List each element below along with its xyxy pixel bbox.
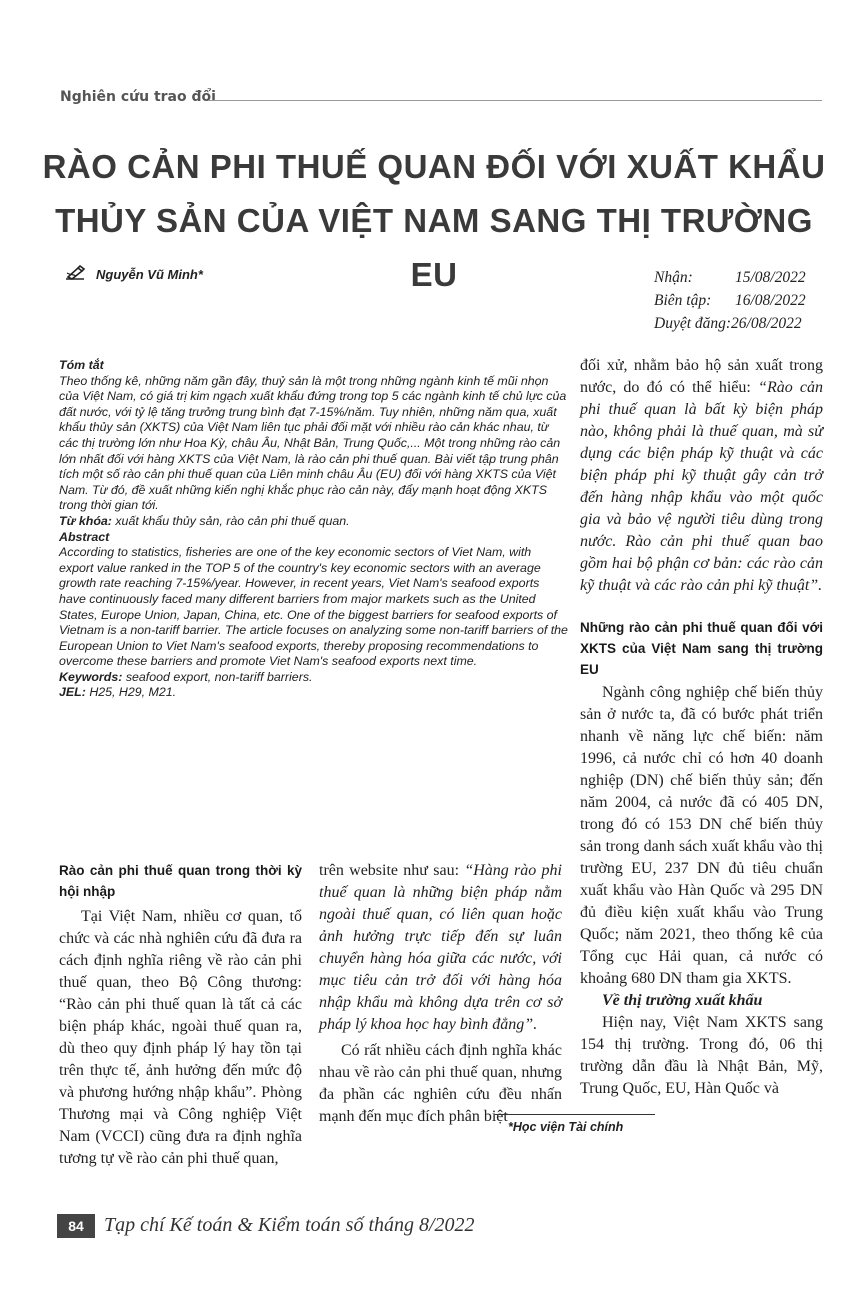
section-heading-eu-barriers: Những rào cản phi thuế quan đối với XKTS của Việt Nam sang thị trường EU [580, 620, 823, 677]
col3-lead: đối xử, nhằm bảo hộ sản xuất trong nước, do đó có thể hiểu: [580, 357, 823, 396]
article-dates [654, 266, 806, 335]
approved-label: Duyệt đăng: [654, 315, 732, 332]
approved-date: 26/08/2022 [731, 315, 802, 332]
col3-paragraph-2: Hiện nay, Việt Nam XKTS sang 154 thị trường. Trong đó, 06 thị trường dẫn đầu là Nhật Bản, Mỹ, Trung Quốc, EU, Hàn Quốc và [580, 1014, 823, 1097]
column-1 [59, 860, 302, 1170]
pen-writing-icon [64, 265, 92, 284]
page-number: 84 [57, 1214, 95, 1238]
col2-paragraph: Có rất nhiều cách định nghĩa khác nhau về rào cản phi thuế quan, nhưng đa phần các nghiên cứu đều nhấn mạnh đến mục đích phân biệt [319, 1042, 562, 1125]
abstract-en-heading: Abstract [59, 529, 110, 544]
received-date: 15/08/2022 [735, 269, 806, 286]
col2-lead: trên website như sau: [319, 862, 460, 879]
author-byline [64, 265, 203, 284]
col1-paragraph: Tại Việt Nam, nhiều cơ quan, tổ chức và các nhà nghiên cứu đã đưa ra cách định nghĩa riêng về rào cản phi thuế quan, theo Bộ Công thương: “Rào cản phi thuế quan là tất cả các biện pháp khác, ngoài thuế quan ra, dù theo quy định pháp lý hay tồn tại trên thực tế, ảnh hưởng đến mức độ và phương hướng nhập khẩu”. Phòng Thương mại và Công nghiệp Việt Nam (VCCI) cũng đưa ra định nghĩa tương tự về rào cản phi thuế quan, [59, 908, 302, 1167]
keywords-vi-label: Từ khóa: [59, 513, 112, 528]
keywords-vi: xuất khẩu thủy sản, rào cản phi thuế quan. [115, 513, 350, 528]
received-label: Nhận: [654, 269, 693, 286]
definition-quote: “Rào cản phi thuế quan là bất kỳ biện pháp nào, không phải là thuế quan, mà sử dụng các biện pháp kỹ thuật và các biện pháp phi kỹ thuật gây cản trở đến hàng nhập khẩu vào một quốc gia và bảo vệ người tiêu dùng trong nước. Rào cản phi thuế quan bao gồm hai bộ phận cơ bản: các rào cản kỹ thuật và các rào cản phi kỹ thuật”. [580, 379, 824, 594]
abstract-vi-heading: Tóm tắt [59, 358, 104, 372]
jel-codes: H25, H29, M21. [89, 685, 177, 700]
jel-label: JEL: [59, 685, 86, 700]
column-3 [580, 355, 823, 1100]
title-line-2: THỦY SẢN CỦA VIỆT NAM SANG THỊ TRƯỜNG EU [55, 202, 813, 293]
keywords-en-label: Keywords: [59, 669, 123, 684]
footnote-rule [495, 1114, 655, 1115]
author-affiliation-footnote: *Học viện Tài chính [508, 1120, 624, 1134]
author-name: Nguyễn Vũ Minh* [96, 267, 203, 282]
section-heading-integration: Rào cản phi thuế quan trong thời kỳ hội nhập [59, 863, 302, 899]
edited-date: 16/08/2022 [735, 292, 806, 309]
section-label: Nghiên cứu trao đổi [60, 89, 216, 105]
journal-footer: Tạp chí Kế toán & Kiểm toán số tháng 8/2022 [104, 1214, 475, 1236]
abstract-block [59, 358, 569, 701]
abstract-vi-body: Theo thống kê, những năm gần đây, thuỷ sản là một trong những ngành kinh tế mũi nhọn của Việt Nam, có giá trị kim ngạch xuất khẩu đứng trong top 5 các ngành kinh tế chủ lực của đất nước, với tỷ lệ tăng trưởng trung bình đạt 7-15%/năm. Tuy nhiên, những năm qua, xuất khẩu thủy sản (XKTS) của Việt Nam liên tục phải đối mặt với nhiều rào cản khác nhau, từ các thị trường lớn như Hoa Kỳ, châu Âu, Nhật Bản, Trung Quốc,... Một trong những rào cản lớn nhất đối với hàng XKTS của Việt Nam, là rào cản phi thuế quan. Bài viết tập trung phân tích một số rào cản phi thuế quan của Liên minh châu Âu (EU) đối với hàng XKTS của Việt Nam. Từ đó, đề xuất những kiến nghị khắc phục rào cản này, đẩy mạnh hoạt động XKTS trong thời gian tới. [59, 373, 567, 513]
abstract-en-body: According to statistics, fisheries are one of the key economic sectors of Viet Nam, with export value ranked in the TOP 5 of the country's key economic sectors with an average growth rate reaching 7-15%/year. However, in recent years, Viet Nam's seafood exports have continuously faced many different barriers from major markets such as the United States, Europe Union, Japan, China, etc. One of the biggest barriers for seafood exports of Vietnam is a non-tariff barrier. The article focuses on analyzing some non-tariff barriers of the European Union to Viet Nam's seafood exports, thereby proposing recommendations to overcome these barriers and promote Viet Nam's seafood exports next time. [59, 545, 568, 669]
edited-label: Biên tập: [654, 292, 712, 309]
column-2 [319, 860, 562, 1128]
vcci-quote: “Hàng rào phi thuế quan là những biện pháp nằm ngoài thuế quan, có liên quan hoặc ảnh hưởng trực tiếp đến sự luân chuyển hàng hóa giữa các nước, với mục tiêu cản trở đối với hàng hóa nhập khẩu mà không dựa trên cơ sở pháp lý khoa học hay bình đẳng”. [319, 862, 562, 1033]
title-line-1: RÀO CẢN PHI THUẾ QUAN ĐỐI VỚI XUẤT KHẨU [42, 148, 826, 185]
export-market-subheading: Về thị trường xuất khẩu [602, 992, 763, 1009]
keywords-en: seafood export, non-tariff barriers. [125, 669, 313, 684]
header-rule [208, 100, 822, 101]
col3-paragraph-1: Ngành công nghiệp chế biến thủy sản ở nước ta, đã có bước phát triển nhanh về năng lực chế biến: năm 1996, cả nước chỉ có hơn 40 doanh nghiệp (DN) chế biến thủy sản; đến năm 2004, cả nước đã có 405 DN, trong đó có 153 DN chế biến thủy sản trong danh sách xuất khẩu vào thị trường EU, 237 DN đủ tiêu chuẩn xuất khẩu vào Hàn Quốc và 295 DN đủ điều kiện xuất khẩu vào Trung Quốc; năm 2021, theo thống kê của Tổng cục Hải quan, cả nước có khoảng 680 DN tham gia XKTS. [580, 684, 823, 987]
